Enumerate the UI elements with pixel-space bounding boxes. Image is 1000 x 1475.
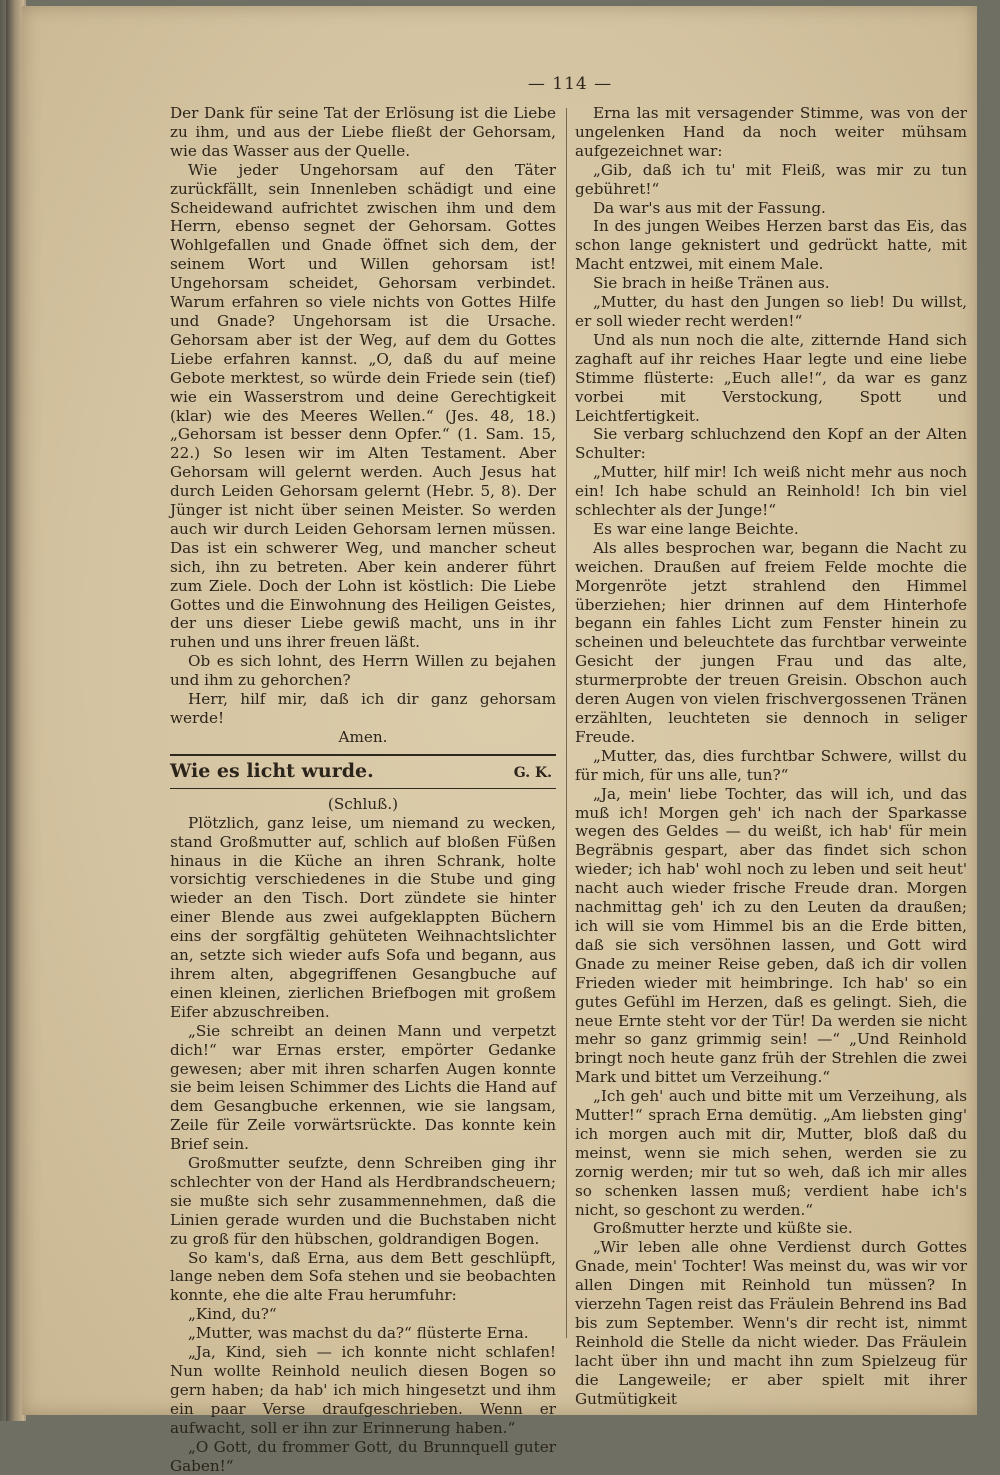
story-note: (Schluß.) [327,794,399,813]
story-paragraph: Großmutter herzte und küßte sie. [593,1219,853,1238]
story-paragraph: „Sie schreibt an deinen Mann und verpetzt dich!“ war Ernas erster, empörter Gedanke gewesen; aber mit ihren scharfen Augen konnte sie beim leisen Schimmer des Lichts die Hand auf dem Gesangbuche erkennen, wie sie langsam, Zeile für Zeile vorwärtsrückte. Das konnte kein Brief sein. [170,1021,556,1154]
story-paragraph: „Gib, daß ich tu' mit Fleiß, was mir zu tun gebühret!“ [575,160,967,198]
story-paragraph: Und als nun noch die alte, zitternde Hand sich zaghaft auf ihr reiches Haar legte und eine liebe Stimme flüsterte: „Euch alle!“, da war es ganz vorbei mit Verstockung, Spott und Leichtfertigkeit. [575,330,967,425]
devotional-paragraph-1: Der Dank für seine Tat der Erlösung ist die Liebe zu ihm, und aus der Liebe fließt der Gehorsam, wie das Wasser aus der Quelle. [170,104,556,160]
story-paragraph: Sie verbarg schluchzend den Kopf an der Alten Schulter: [575,425,967,463]
story-paragraph: In des jungen Weibes Herzen barst das Eis, das schon lange geknistert und gedrückt hatte, mit Macht entzwei, mit einem Male. [575,217,967,274]
devotional-prayer: Herr, hilf mir, daß ich dir ganz gehorsam werde! [170,690,556,727]
devotional-paragraph-2: Wie jeder Ungehorsam auf den Täter zurückfällt, sein Innenleben schädigt und eine Scheidewand aufrichtet zwischen ihm und dem Herrn, ebenso segnet der Gehorsam. Gottes Wohlgefallen und Gnade öffnet sich dem, der seinem Wort und Willen gehorsam ist! Ungehorsam scheidet, Gehorsam verbindet. Warum erfahren so viele nichts von Gottes Hilfe und Gnade? Ungehorsam ist die Ursache. Gehorsam aber ist der Weg, auf dem du Gottes Liebe erfahren kannst. „O, daß du auf meine Gebote merktest, so würde dein Friede sein (tief) wie ein Wasserstrom und deine Gerechtigkeit (klar) wie des Meeres Wellen.“ (Jes. 48, 18.) „Gehorsam ist besser denn Opfer.“ (1. Sam. 15, 22.) So lesen wir im Alten Testament. Aber Gehorsam will gelernt werden. Auch Jesus hat durch Leiden Gehorsam gelernt (Hebr. 5, 8). Der Jünger ist nicht über seinen Meister. So werden auch wir durch Leiden Gehorsam lernen müssen. Das ist ein schwerer Weg, und mancher scheut sich, ihn zu betreten. Aber kein anderer führt zum Ziele. Doch der Lohn ist köstlich: Die Liebe Gottes und die Einwohnung des Heiligen Geistes, der uns dieser Liebe gewiß macht, uns in ihr ruhen und uns ihrer freuen läßt. [170,160,556,652]
story-paragraph: Großmutter seufzte, denn Schreiben ging ihr schlechter von der Hand als Herdbrandscheuern; sie mußte sich sehr zusammennehmen, daß die Linien gerade wurden und die Buchstaben nicht zu groß für den hübschen, goldrandigen Bogen. [170,1154,556,1248]
story-paragraph: „Mutter, du hast den Jungen so lieb! Du willst, er soll wieder recht werden!“ [575,293,967,330]
story-paragraph: Es war eine lange Beichte. [593,519,799,538]
left-column [170,104,556,1475]
story-paragraph: Plötzlich, ganz leise, um niemand zu wecken, stand Großmutter auf, schlich auf bloßen Füßen hinaus in die Küche an ihren Schrank, holte vorsichtig verschiedenes in die Stube und ging wieder an den Tisch. Dort zündete sie hinter einer Blende aus zwei aufgeklappten Büchern eins der sorgfältig gehüteten Weihnachtslichter an, setzte sich wieder aufs Sofa und begann, aus ihrem alten, abgegriffenen Gesangbuche auf einen kleinen, zierlichen Briefbogen mit großem Eifer abzuschreiben. [170,813,556,1021]
story-paragraph: „Mutter, was machst du da?“ flüsterte Erna. [188,1324,529,1343]
story-paragraph: Sie brach in heiße Tränen aus. [593,274,830,293]
devotional-amen: Amen. [338,727,388,746]
story-paragraph: „Wir leben alle ohne Verdienst durch Gottes Gnade, mein' Tochter! Was meinst du, was wir vor allen Dingen mit Reinhold tun müssen? In vierzehn Tagen reist das Fräulein Behrend ins Bad bis zum September. Wenn's dir recht ist, nimmt Reinhold die Stelle da nicht wieder. Das Fräulein lacht über ihn und macht ihn zum Spielzeug für die Langeweile; er aber spielt mit ihrer Gutmütigkeit [575,1238,967,1408]
column-divider [566,108,567,1338]
story-paragraph: So kam's, daß Erna, aus dem Bett geschlüpft, lange neben dem Sofa stehen und sie beobachten konnte, ehe die alte Frau herumfuhr: [170,1248,556,1305]
story-paragraph: „Ja, mein' liebe Tochter, das will ich, und das muß ich! Morgen geh' ich nach der Sparkasse wegen des Geldes — du weißt, ich hab' für mein Begräbnis gespart, aber das findet sich schon wieder; ich hab' wohl noch zu leben und seit heut' nacht auch wieder frische Freude dran. Morgen nachmittag geh' ich zu den Leuten da draußen; ich will sie vom Himmel bis an die Erde bitten, daß sie sich versöhnen lassen, und Gott wird Gnade zu meiner Reise geben, daß ich dir vollen Frieden wieder mit heimbringe. Ich hab' so ein gutes Gefühl im Herzen, daß es gelingt. Sieh, die neue Ernte steht vor der Tür! Da werden sie nicht mehr so ganz grimmig sein! —“ „Und Reinhold bringt noch heute ganz früh der Strehlen die zwei Mark und bittet um Verzeihung.“ [575,784,967,1087]
story-paragraph: „Ja, Kind, sieh — ich konnte nicht schlafen! Nun wollte Reinhold neulich diesen Bogen so gern haben; da hab' ich mich hingesetzt und ihm ein paar Verse draufgeschrieben. Wenn er aufwacht, soll er ihn zur Erinnerung haben.“ [170,1343,556,1437]
page-number: — 114 — [527,74,613,94]
story-paragraph: „Kind, du?“ [188,1305,277,1324]
story-paragraph: Da war's aus mit der Fassung. [593,198,826,217]
story-title: Wie es licht wurde. [170,759,374,782]
story-paragraph: „Mutter, hilf mir! Ich weiß nicht mehr aus noch ein! Ich habe schuld an Reinhold! Ich bin viel schlechter als der Junge!“ [575,463,967,520]
story-paragraph: „Ich geh' auch und bitte mit um Verzeihung, als Mutter!“ sprach Erna demütig. „Am liebsten ging' ich morgen auch mit dir, Mutter, bloß daß du meinst, wenn sie mich sehen, werden sie zu zornig werden; mir tut so weh, daß ich mir alles so schenken lassen muß; verdient habe ich's nicht, so geschont zu werden.“ [575,1087,967,1219]
story-paragraph: „O Gott, du frommer Gott, du Brunnquell guter Gaben!“ [170,1437,556,1475]
story-paragraph: Erna las mit versagender Stimme, was von der ungelenken Hand da noch weiter mühsam aufgezeichnet war: [575,104,967,160]
story-paragraph: „Mutter, das, dies furchtbar Schwere, willst du für mich, für uns alle, tun?“ [575,746,967,784]
story-heading [170,759,556,785]
section-rule-top [170,754,556,756]
section-rule-bottom [170,788,556,789]
devotional-paragraph-3: Ob es sich lohnt, des Herrn Willen zu bejahen und ihm zu gehorchen? [170,652,556,690]
story-author: G. K. [513,764,552,781]
story-paragraph: Als alles besprochen war, begann die Nacht zu weichen. Draußen auf freiem Felde mochte die Morgenröte jetzt strahlend den Himmel überziehen; hier drinnen auf dem Hinterhofe begann ein fahles Licht zum Fenster hinein zu scheinen und beleuchtete das furchtbar verweinte Gesicht der jungen Frau und das alte, sturmerprobte der treuen Greisin. Obschon auch deren Augen von vielen frischvergossenen Tränen erzählten, leuchteten sie dennoch in seliger Freude. [575,538,967,746]
right-column [575,104,967,1409]
